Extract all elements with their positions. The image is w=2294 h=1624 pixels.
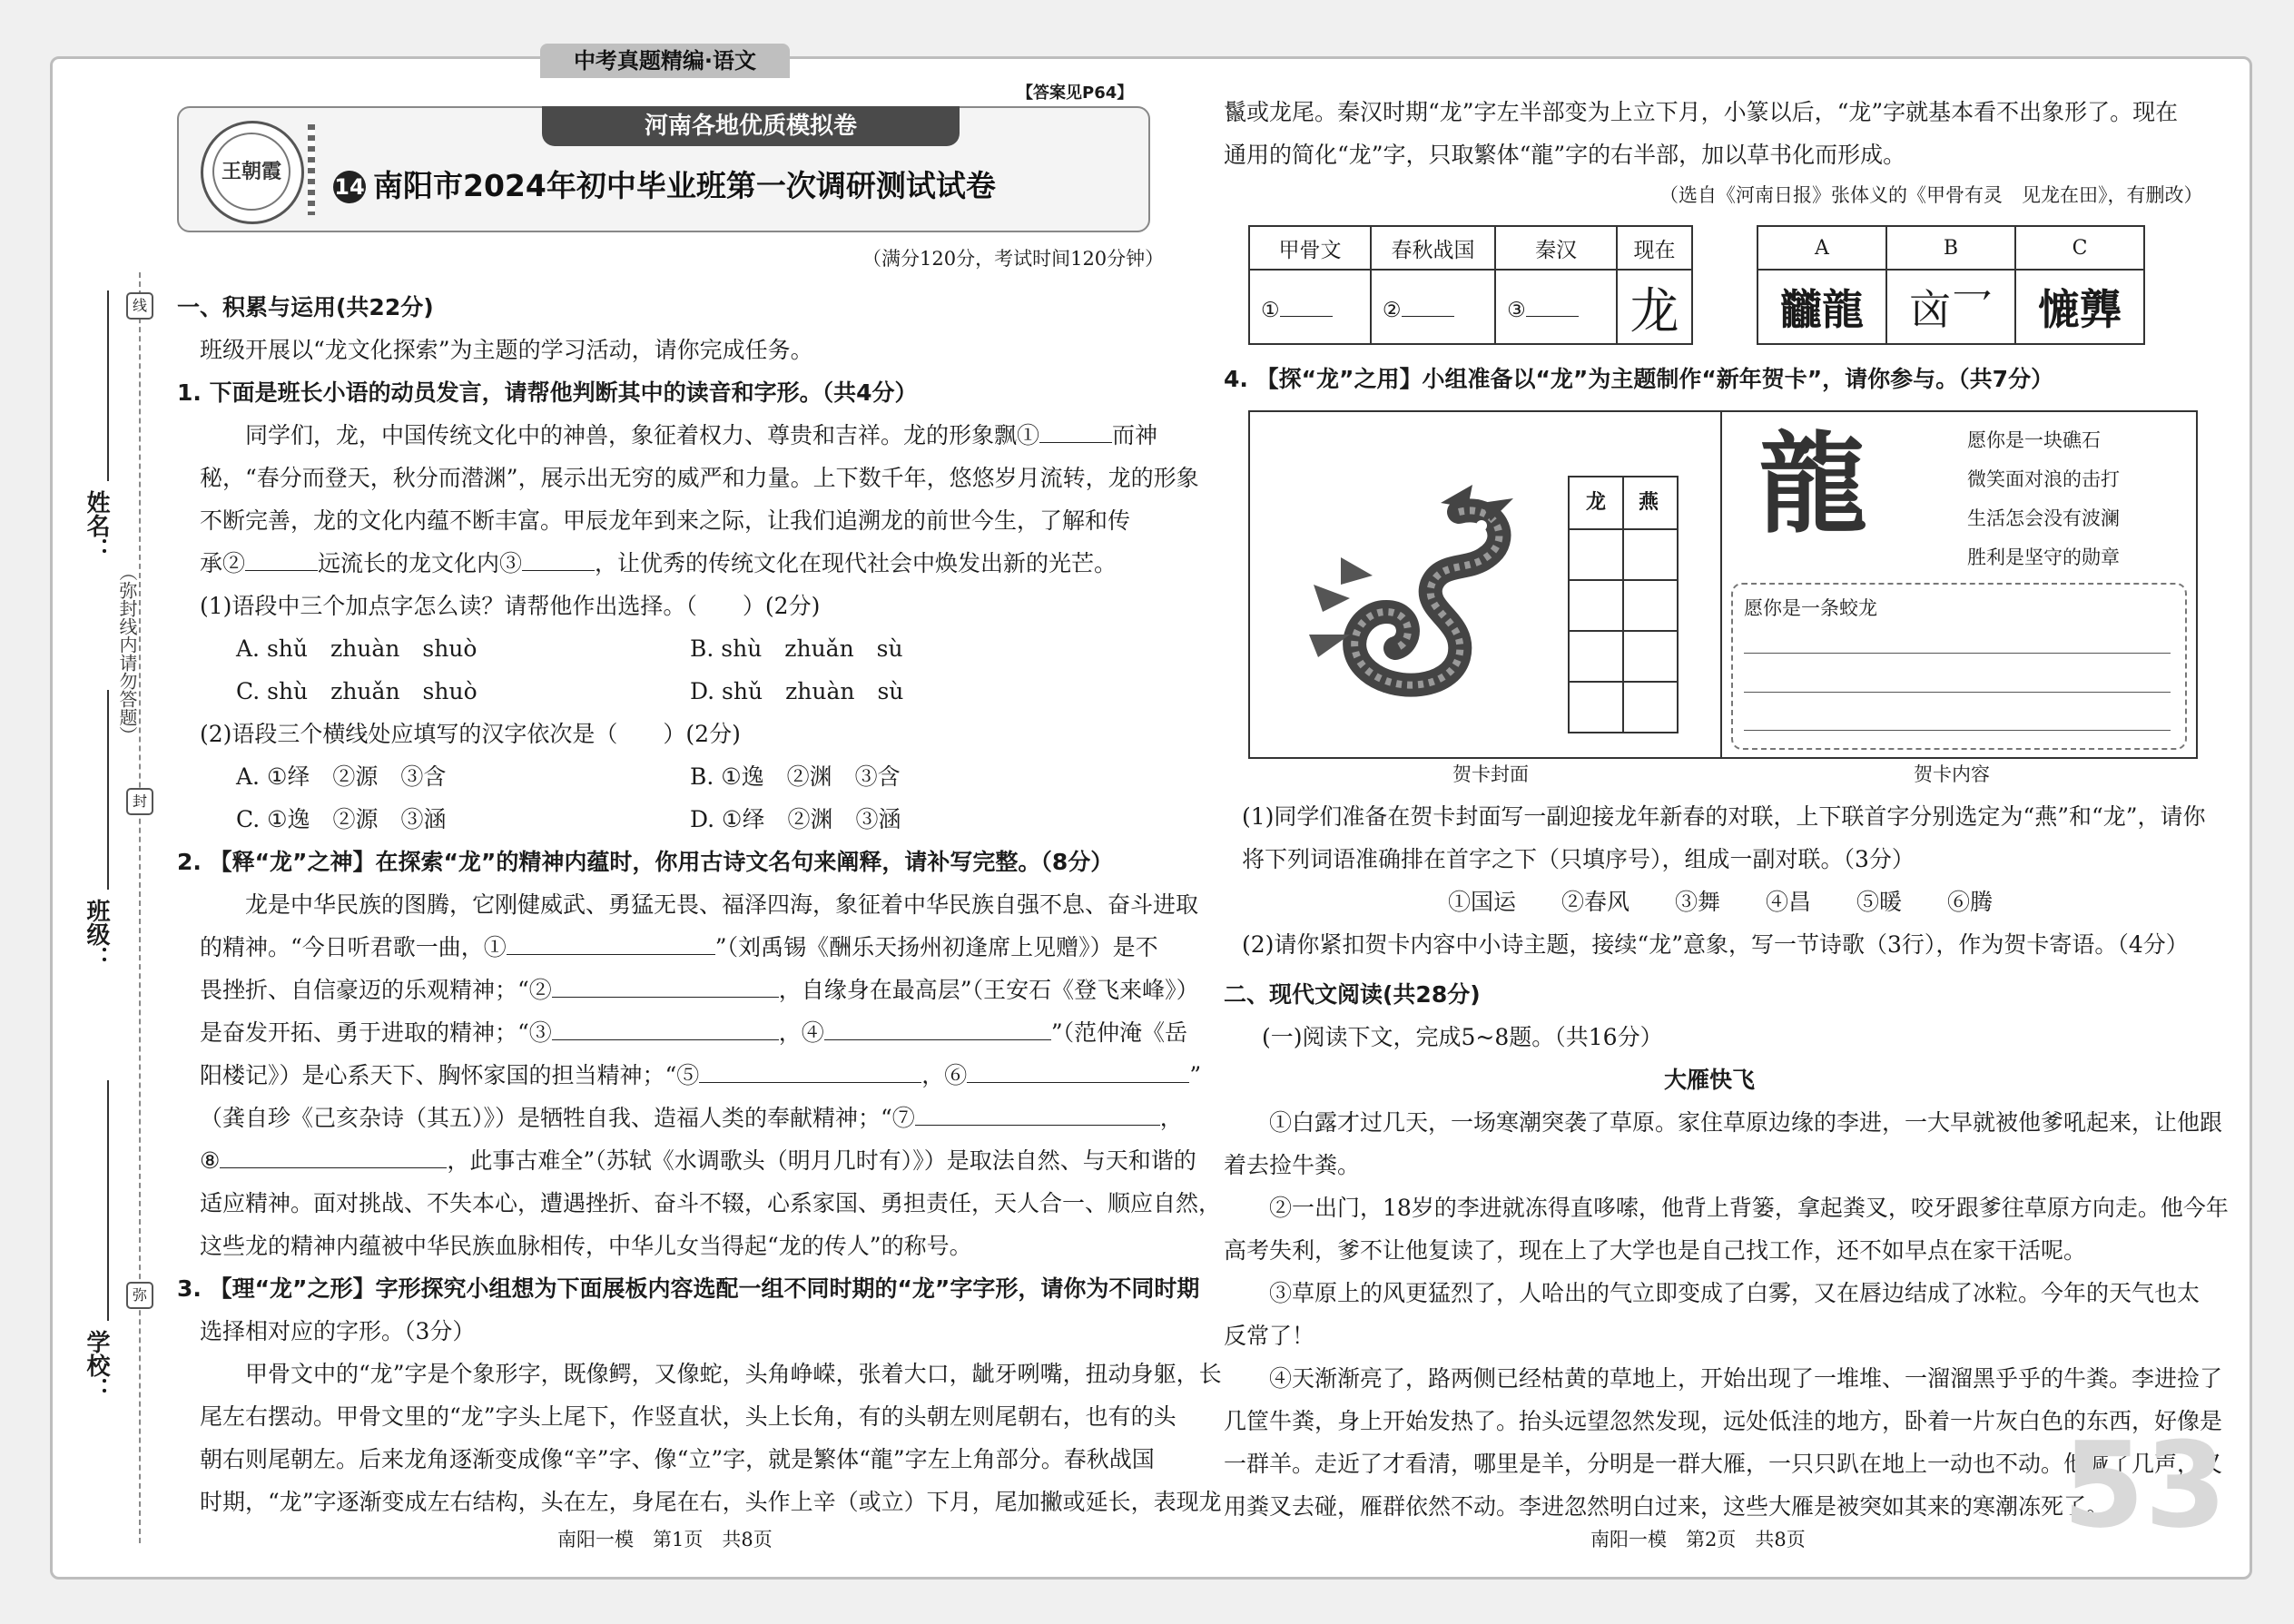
footer-left: 南阳一模 第1页 共8页 xyxy=(557,1529,773,1550)
period-table xyxy=(1248,225,1693,345)
glyph-option-header: B xyxy=(1886,226,2015,270)
poem-writing-box[interactable] xyxy=(1731,583,2187,750)
name-line xyxy=(107,290,109,481)
q2-line: （龚自珍《己亥杂诗（其五）》）是牺牲自我、造福人类的奉献精神；“⑦ ， xyxy=(200,1097,1183,1139)
q1-2-option-b: B. ①逸 ②渊 ③含 xyxy=(690,763,901,790)
footer-right: 南阳一模 第2页 共8页 xyxy=(1590,1529,1806,1550)
glyph-option-a: 龖龍 xyxy=(1757,270,1886,344)
period-blank[interactable]: ② xyxy=(1371,270,1495,344)
q2-line: 龙是中华民族的图腾，它刚健威武、勇猛无畏、福泽四海，象征着中华民族自强不息、奋斗进取 xyxy=(245,891,1199,918)
score-info: （满分120分，考试时间120分钟） xyxy=(862,248,1165,270)
greeting-card xyxy=(1248,410,2198,759)
name-label: 姓名： xyxy=(83,490,110,561)
publisher-logo xyxy=(201,121,304,224)
story-line: 几筐牛粪，身上开始发热了。抬头远望忽然发现，远处低洼的地方，卧着一片灰白色的东西，好像是 xyxy=(1224,1408,2223,1434)
q1-passage-line: 秘，“春分而登天，秋分而潜渊”，展示出无穷的威严和力量。上下数千年，悠悠岁月流转，龙的形象 xyxy=(200,465,1199,491)
card-divider xyxy=(1720,412,1722,757)
q1-sub-1: (1)语段中三个加点字怎么读？请帮他作出选择。（ ）(2分) xyxy=(200,593,821,619)
glyph-option-b: 㐫⺂ xyxy=(1886,270,2015,344)
section-2-heading: 二、现代文阅读(共28分) xyxy=(1224,981,1481,1008)
seal-mark-xian: 线 xyxy=(126,292,153,320)
answer-line[interactable] xyxy=(1744,653,2171,654)
q3-line: 鬣或龙尾。秦汉时期“龙”字左半部变为上立下月，小篆以后，“龙”字就基本看不出象形了。现在 xyxy=(1224,99,2179,125)
q3-line: 尾左右摆动。甲骨文里的“龙”字头上尾下，作竖直状，头上长角，有的头朝左则尾朝右，也有的头 xyxy=(200,1403,1177,1430)
q2-line: 适应精神。面对挑战、不失本心，遭遇挫折、奋斗不辍，心系家国、勇担责任，天人合一、顺应自然， xyxy=(200,1190,1222,1216)
q1-2-option-d: D. ①绎 ②渊 ③涵 xyxy=(690,806,901,832)
story-line: 着去捡牛粪。 xyxy=(1224,1152,1361,1178)
seal-note: （弥封线内请勿答题） xyxy=(116,563,138,744)
q4-sub-1-cont: 将下列词语准确排在首字之下（只填序号），组成一副对联。（3分） xyxy=(1242,846,1915,872)
poem-start: 愿你是一条蛟龙 xyxy=(1744,597,1877,619)
q2-line: 这些龙的精神内蕴被中华民族血脉相传，中华儿女当得起“龙的传人”的称号。 xyxy=(200,1233,972,1259)
q1-option-a: A. shǔ zhuàn shuò xyxy=(236,635,478,662)
question-4: 4. 【探“龙”之用】小组准备以“龙”为主题制作“新年贺卡”，请你参与。（共7分） xyxy=(1224,366,2054,392)
story-line: ②一出门，18岁的李进就冻得直哆嗦，他背上背篓，拿起粪叉，咬牙跟爹往草原方向走。他今年 xyxy=(1269,1195,2229,1221)
content-caption: 贺卡内容 xyxy=(1914,763,1990,785)
period-header: 春秋战国 xyxy=(1371,226,1495,270)
couplet-head-long: 龙 xyxy=(1585,491,1606,514)
question-1: 1. 下面是班长小语的动员发言，请帮他判断其中的读音和字形。（共4分） xyxy=(177,379,918,406)
q3-line: 甲骨文中的“龙”字是个象形字，既像鳄，又像蛇，头角峥嵘，张着大口，龇牙咧嘴，扭动身躯，长 xyxy=(245,1361,1222,1387)
modern-character: 龙 xyxy=(1617,270,1692,344)
school-line xyxy=(107,1080,109,1321)
story-line: 反常了！ xyxy=(1224,1323,1315,1349)
period-blank[interactable]: ① xyxy=(1249,270,1371,344)
poem-line: 微笑面对浪的击打 xyxy=(1967,468,2120,490)
poem-line: 生活怎会没有波澜 xyxy=(1967,507,2120,529)
exam-title: 14 南阳市2024年初中毕业班第一次调研测试试卷 xyxy=(334,168,996,203)
seal-mark-mi: 弥 xyxy=(126,1282,153,1309)
period-header: 秦汉 xyxy=(1495,226,1617,270)
section-1-heading: 一、积累与运用(共22分) xyxy=(177,294,434,320)
q1-option-d: D. shǔ zhuàn sù xyxy=(690,678,904,704)
couplet-head-yan: 燕 xyxy=(1638,491,1659,514)
answer-line[interactable] xyxy=(1744,692,2171,693)
page-number: 53 xyxy=(2063,1416,2227,1554)
q4-sub-2: (2)请你紧扣贺卡内容中小诗主题，接续“龙”意象，写一节诗歌（3行），作为贺卡寄语。（4分） xyxy=(1242,931,2189,958)
poem-line: 胜利是坚守的勋章 xyxy=(1967,546,2120,568)
story-line: ③草原上的风更猛烈了，人哈出的气立即变成了白雾，又在唇边结成了冰粒。今年的天气也太 xyxy=(1269,1280,2200,1306)
story-line: 用粪叉去碰，雁群依然不动。李进忽然明白过来，这些大雁是被突如其来的寒潮冻死了。 xyxy=(1224,1493,2110,1520)
q2-line: 的精神。“今日听君歌一曲，① ”（刘禹锡《酬乐天扬州初逢席上见赠》）是不 xyxy=(200,926,1158,969)
q3-line: 时期，“龙”字逐渐变成左右结构，头在左，身尾在右，头作上辛（或立）下月，尾加撇或延长，表现龙 xyxy=(200,1489,1222,1515)
q2-line: ⑧ ，此事古难全”（苏轼《水调歌头（明月几时有）》）是取法自然、与天和谐的 xyxy=(200,1139,1196,1182)
couplet-grid xyxy=(1568,476,1679,733)
question-3: 3. 【理“龙”之形】字形探究小组想为下面展板内容选配一组不同时期的“龙”字字形，请你为不同时期 xyxy=(177,1275,1200,1302)
story-line: 高考失利，爹不让他复读了，现在上了大学也是自己找工作，还不如早点在家干活呢。 xyxy=(1224,1237,2087,1264)
task-intro: 班级开展以“龙文化探索”为主题的学习活动，请你完成任务。 xyxy=(200,337,813,363)
q4-sub-1: (1)同学们准备在贺卡封面写一副迎接龙年新春的对联，上下联首字分别选定为“燕”和“龙”，请你 xyxy=(1242,803,2206,830)
reading-sub-1: (一)阅读下文，完成5~8题。（共16分） xyxy=(1262,1024,1663,1050)
source-note: （选自《河南日报》张体义的《甲骨有灵 见龙在田》，有删改） xyxy=(1659,184,2203,206)
calligraphy-dragon: 龍 xyxy=(1758,420,1867,548)
q1-passage-line: 承② 远流长的龙文化内③ ，让优秀的传统文化在现代社会中焕发出新的光芒。 xyxy=(200,542,1117,585)
q1-option-b: B. shù zhuǎn sù xyxy=(690,635,903,662)
q1-2-option-c: C. ①逸 ②源 ③涵 xyxy=(236,806,447,832)
class-line xyxy=(107,690,109,890)
q2-line: 畏挫折、自信豪迈的乐观精神；“② ，自缘身在最高层”（王安石《登飞来峰》） xyxy=(200,969,1199,1011)
book-tag: 中考真题精编·语文 xyxy=(540,44,790,78)
school-label: 学校： xyxy=(83,1330,110,1401)
card-poem xyxy=(1967,421,2120,577)
paper-number: 14 xyxy=(333,171,366,203)
q3-line: 朝右则尾朝左。后来龙角逐渐变成像“辛”字、像“立”字，就是繁体“龍”字左上角部分。春秋战国 xyxy=(200,1446,1155,1472)
answer-reference: 【答案见P64】 xyxy=(1017,84,1134,103)
period-blank[interactable]: ③ xyxy=(1495,270,1617,344)
glyph-options-table xyxy=(1757,225,2145,345)
story-line: ①白露才过几天，一场寒潮突袭了草原。家住草原边缘的李进，一大早就被他爹吼起来，让他跟 xyxy=(1269,1109,2223,1136)
period-header: 现在 xyxy=(1617,226,1692,270)
question-3-cont: 选择相对应的字形。（3分） xyxy=(200,1318,476,1344)
q1-passage-line: 同学们，龙，中国传统文化中的神兽，象征着权力、尊贵和吉祥。龙的形象飘① 而神 xyxy=(200,414,1157,457)
answer-line[interactable] xyxy=(1744,730,2171,731)
q4-word-list: ①国运 ②春风 ③舞 ④昌 ⑤暖 ⑥腾 xyxy=(1448,889,1994,915)
poem-line: 愿你是一块礁石 xyxy=(1967,429,2101,451)
class-label: 班级： xyxy=(83,899,110,969)
period-header: 甲骨文 xyxy=(1249,226,1371,270)
seal-line xyxy=(139,272,141,1543)
story-line: ④天渐渐亮了，路两侧已经枯黄的草地上，开始出现了一堆堆、一溜溜黑乎乎的牛粪。李进捡了 xyxy=(1269,1365,2223,1392)
q1-option-c: C. shù zhuǎn shuò xyxy=(236,678,478,704)
q1-sub-2: (2)语段三个横线处应填写的汉字依次是（ ）(2分) xyxy=(200,721,741,747)
cover-caption: 贺卡封面 xyxy=(1452,763,1529,785)
glyph-option-header: C xyxy=(2015,226,2144,270)
q1-passage-line: 不断完善，龙的文化内蕴不断丰富。甲辰龙年到来之际，让我们追溯龙的前世今生，了解和传 xyxy=(200,507,1131,534)
seal-mark-feng: 封 xyxy=(126,788,153,815)
glyph-option-header: A xyxy=(1757,226,1886,270)
glyph-option-c: 㦇龏 xyxy=(2015,270,2144,344)
region-tab: 河南各地优质模拟卷 xyxy=(542,106,960,146)
decor-stripes xyxy=(308,124,315,215)
story-line: 一群羊。走近了才看清，哪里是羊，分明是一群大雁，一只只趴在地上一动也不动。他喊了几声，又 xyxy=(1224,1451,2223,1477)
exam-header xyxy=(177,106,1150,232)
story-title: 大雁快飞 xyxy=(1664,1067,1756,1093)
question-2: 2. 【释“龙”之神】在探索“龙”的精神内蕴时，你用古诗文名句来阐释，请补写完整。（8分） xyxy=(177,849,1114,875)
dragon-icon xyxy=(1286,476,1522,703)
q2-line: 是奋发开拓、勇于进取的精神；“③ ，④ ”（范仲淹《岳 xyxy=(200,1011,1187,1054)
logo-text: 王朝霞 xyxy=(212,133,290,211)
q1-2-option-a: A. ①绎 ②源 ③含 xyxy=(236,763,447,790)
q2-line: 阳楼记》）是心系天下、胸怀家国的担当精神；“⑤ ，⑥ ” xyxy=(200,1054,1201,1097)
q3-line: 通用的简化“龙”字，只取繁体“龍”字的右半部，加以草书化而形成。 xyxy=(1224,142,1906,168)
